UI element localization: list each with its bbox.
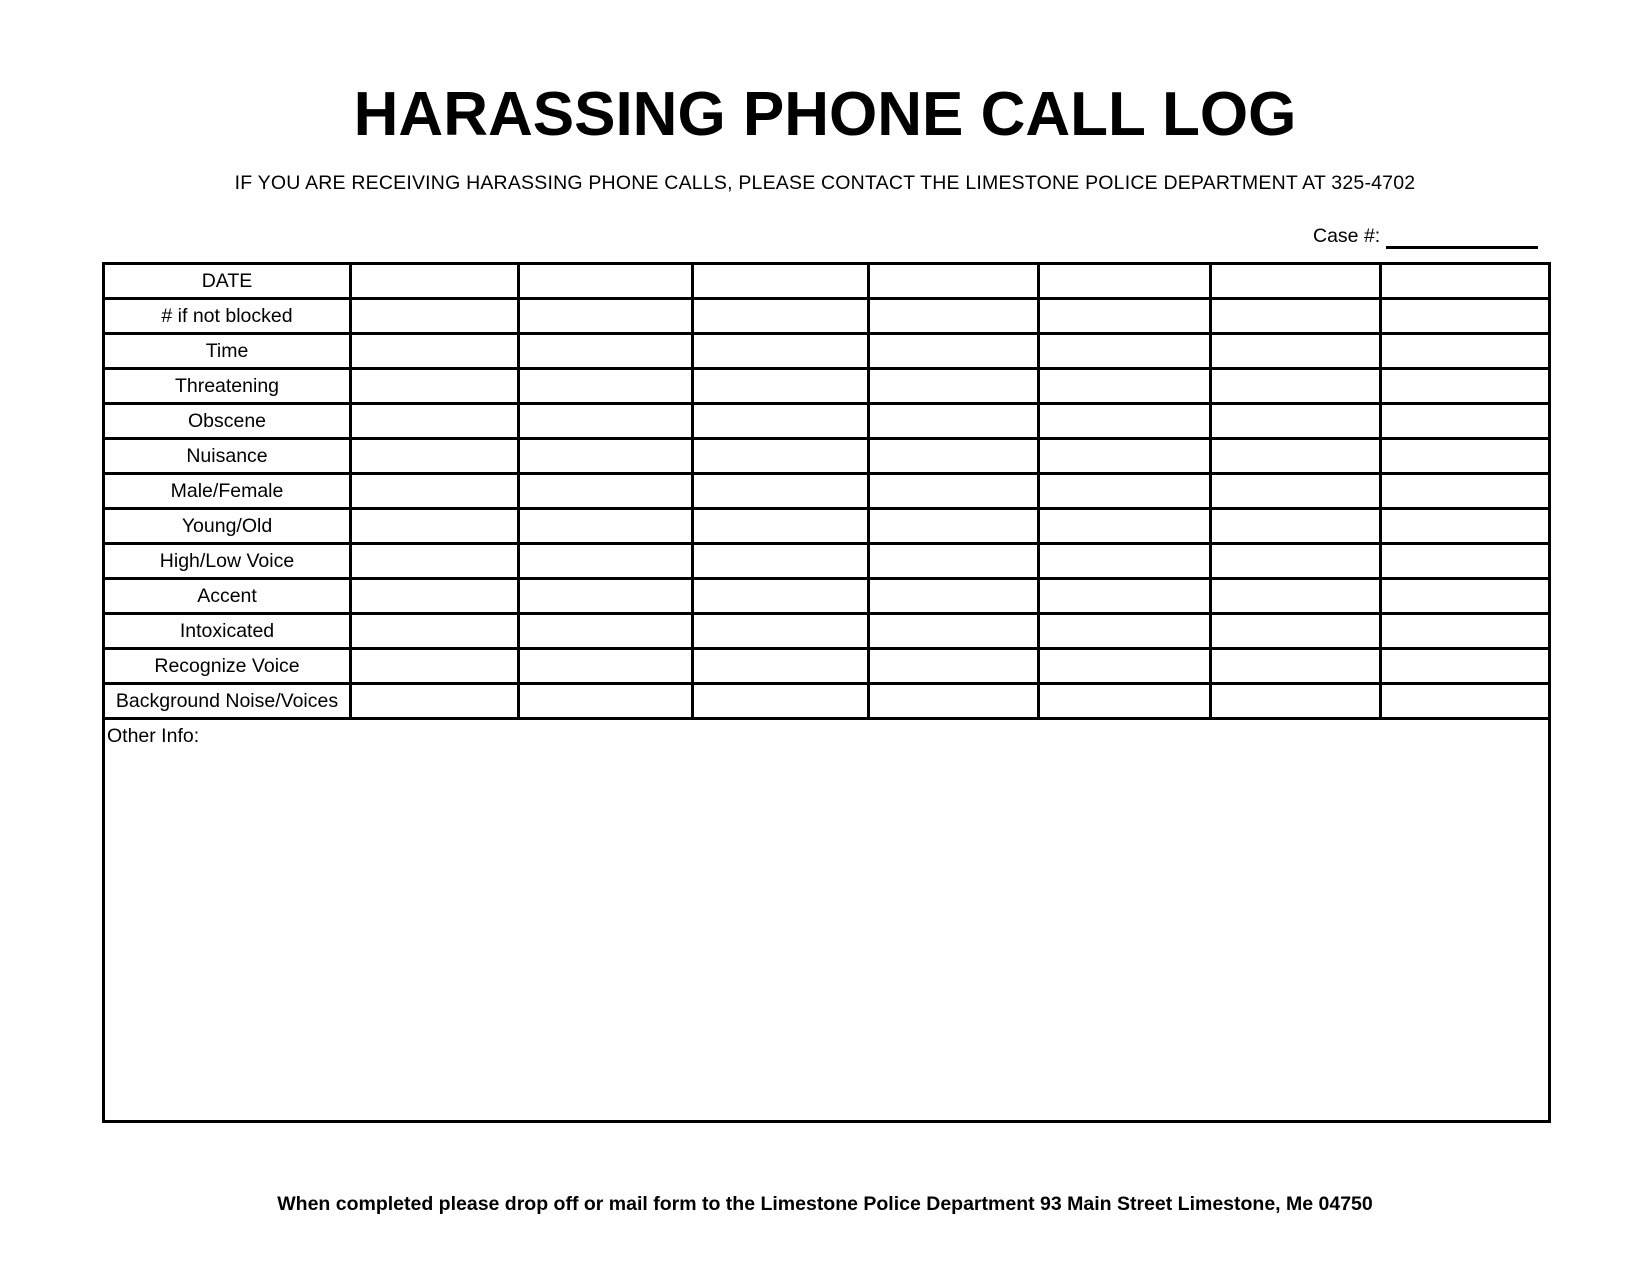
log-entry-cell[interactable]	[1039, 544, 1211, 579]
log-entry-cell[interactable]	[1211, 264, 1381, 299]
log-entry-cell[interactable]	[351, 509, 519, 544]
row-label: Young/Old	[104, 509, 351, 544]
log-entry-cell[interactable]	[1211, 404, 1381, 439]
row-label: Accent	[104, 579, 351, 614]
log-entry-cell[interactable]	[869, 264, 1039, 299]
form-subtitle: IF YOU ARE RECEIVING HARASSING PHONE CALLS, PLEASE CONTACT THE LIMESTONE POLICE DEPARTMENT AT 325-4702	[234, 172, 1416, 194]
log-entry-cell[interactable]	[1039, 404, 1211, 439]
log-entry-cell[interactable]	[1211, 579, 1381, 614]
log-entry-cell[interactable]	[869, 439, 1039, 474]
log-entry-cell[interactable]	[693, 614, 869, 649]
log-entry-cell[interactable]	[351, 404, 519, 439]
row-label: Intoxicated	[104, 614, 351, 649]
log-entry-cell[interactable]	[1039, 509, 1211, 544]
log-entry-cell[interactable]	[1381, 299, 1550, 334]
log-entry-cell[interactable]	[869, 544, 1039, 579]
log-entry-cell[interactable]	[1211, 334, 1381, 369]
row-label: DATE	[104, 264, 351, 299]
row-label: Nuisance	[104, 439, 351, 474]
log-entry-cell[interactable]	[1039, 684, 1211, 719]
log-entry-cell[interactable]	[1211, 439, 1381, 474]
log-entry-cell[interactable]	[1381, 404, 1550, 439]
row-label: Recognize Voice	[104, 649, 351, 684]
log-entry-cell[interactable]	[1039, 439, 1211, 474]
call-log-table	[102, 262, 1551, 1123]
log-entry-cell[interactable]	[869, 299, 1039, 334]
log-row	[104, 579, 1550, 614]
log-entry-cell[interactable]	[869, 614, 1039, 649]
log-entry-cell[interactable]	[1211, 299, 1381, 334]
log-entry-cell[interactable]	[351, 684, 519, 719]
row-label: # if not blocked	[104, 299, 351, 334]
log-entry-cell[interactable]	[1381, 264, 1550, 299]
log-row	[104, 614, 1550, 649]
log-entry-cell[interactable]	[351, 264, 519, 299]
log-entry-cell[interactable]	[1039, 264, 1211, 299]
other-info-cell[interactable]	[104, 719, 1550, 1122]
log-entry-cell[interactable]	[519, 404, 693, 439]
log-row	[104, 404, 1550, 439]
log-row	[104, 334, 1550, 369]
log-entry-cell[interactable]	[519, 649, 693, 684]
log-entry-cell[interactable]	[693, 579, 869, 614]
log-entry-cell[interactable]	[519, 544, 693, 579]
log-entry-cell[interactable]	[693, 299, 869, 334]
log-entry-cell[interactable]	[693, 369, 869, 404]
log-entry-cell[interactable]	[351, 299, 519, 334]
log-entry-cell[interactable]	[1381, 369, 1550, 404]
log-entry-cell[interactable]	[1381, 579, 1550, 614]
log-entry-cell[interactable]	[693, 509, 869, 544]
log-entry-cell[interactable]	[351, 544, 519, 579]
log-entry-cell[interactable]	[1039, 614, 1211, 649]
log-entry-cell[interactable]	[351, 474, 519, 509]
log-entry-cell[interactable]	[869, 369, 1039, 404]
log-entry-cell[interactable]	[351, 369, 519, 404]
log-entry-cell[interactable]	[351, 334, 519, 369]
log-row	[104, 649, 1550, 684]
row-label: Male/Female	[104, 474, 351, 509]
footer-instructions: When completed please drop off or mail form to the Limestone Police Department 93 Main Street Limestone, Me 04750	[277, 1193, 1373, 1215]
log-entry-cell[interactable]	[1381, 439, 1550, 474]
other-info-row	[104, 719, 1550, 1122]
row-label: Obscene	[104, 404, 351, 439]
log-entry-cell[interactable]	[693, 439, 869, 474]
row-label: Background Noise/Voices	[104, 684, 351, 719]
log-entry-cell[interactable]	[693, 474, 869, 509]
row-label: Threatening	[104, 369, 351, 404]
log-entry-cell[interactable]	[519, 614, 693, 649]
log-entry-cell[interactable]	[1211, 614, 1381, 649]
log-entry-cell[interactable]	[519, 474, 693, 509]
log-entry-cell[interactable]	[1381, 649, 1550, 684]
log-entry-cell[interactable]	[351, 649, 519, 684]
log-entry-cell[interactable]	[693, 334, 869, 369]
log-entry-cell[interactable]	[1039, 369, 1211, 404]
log-entry-cell[interactable]	[869, 649, 1039, 684]
log-entry-cell[interactable]	[1381, 614, 1550, 649]
log-row	[104, 544, 1550, 579]
log-entry-cell[interactable]	[869, 404, 1039, 439]
log-entry-cell[interactable]	[1039, 474, 1211, 509]
log-entry-cell[interactable]	[519, 684, 693, 719]
log-entry-cell[interactable]	[1211, 544, 1381, 579]
case-number-field	[1313, 225, 1538, 247]
form-title: HARASSING PHONE CALL LOG	[353, 80, 1297, 149]
log-entry-cell[interactable]	[869, 509, 1039, 544]
case-number-label: Case #:	[1313, 225, 1381, 247]
log-row	[104, 264, 1550, 299]
log-row	[104, 509, 1550, 544]
log-entry-cell[interactable]	[1211, 369, 1381, 404]
log-entry-cell[interactable]	[351, 439, 519, 474]
log-row	[104, 439, 1550, 474]
log-entry-cell[interactable]	[693, 264, 869, 299]
log-row	[104, 299, 1550, 334]
log-entry-cell[interactable]	[869, 579, 1039, 614]
row-label: Time	[104, 334, 351, 369]
log-row	[104, 684, 1550, 719]
case-number-input[interactable]	[1386, 246, 1538, 249]
row-label: High/Low Voice	[104, 544, 351, 579]
log-entry-cell[interactable]	[869, 684, 1039, 719]
log-entry-cell[interactable]	[519, 369, 693, 404]
log-entry-cell[interactable]	[1381, 509, 1550, 544]
log-entry-cell[interactable]	[519, 509, 693, 544]
log-entry-cell[interactable]	[519, 334, 693, 369]
log-entry-cell[interactable]	[1381, 684, 1550, 719]
log-entry-cell[interactable]	[519, 439, 693, 474]
log-entry-cell[interactable]	[869, 334, 1039, 369]
log-entry-cell[interactable]	[693, 684, 869, 719]
log-entry-cell[interactable]	[1381, 474, 1550, 509]
log-entry-cell[interactable]	[1039, 649, 1211, 684]
log-entry-cell[interactable]	[1381, 544, 1550, 579]
log-entry-cell[interactable]	[693, 649, 869, 684]
log-entry-cell[interactable]	[519, 299, 693, 334]
log-entry-cell[interactable]	[1211, 474, 1381, 509]
log-entry-cell[interactable]	[1211, 509, 1381, 544]
log-entry-cell[interactable]	[693, 544, 869, 579]
log-entry-cell[interactable]	[1211, 649, 1381, 684]
log-entry-cell[interactable]	[1039, 299, 1211, 334]
log-entry-cell[interactable]	[519, 579, 693, 614]
log-entry-cell[interactable]	[1039, 334, 1211, 369]
log-entry-cell[interactable]	[351, 614, 519, 649]
log-entry-cell[interactable]	[1381, 334, 1550, 369]
log-entry-cell[interactable]	[1039, 579, 1211, 614]
log-entry-cell[interactable]	[869, 474, 1039, 509]
log-entry-cell[interactable]	[351, 579, 519, 614]
log-entry-cell[interactable]	[519, 264, 693, 299]
log-row	[104, 474, 1550, 509]
log-entry-cell[interactable]	[1211, 684, 1381, 719]
log-row	[104, 369, 1550, 404]
other-info-label: Other Info:	[107, 725, 200, 747]
log-entry-cell[interactable]	[693, 404, 869, 439]
